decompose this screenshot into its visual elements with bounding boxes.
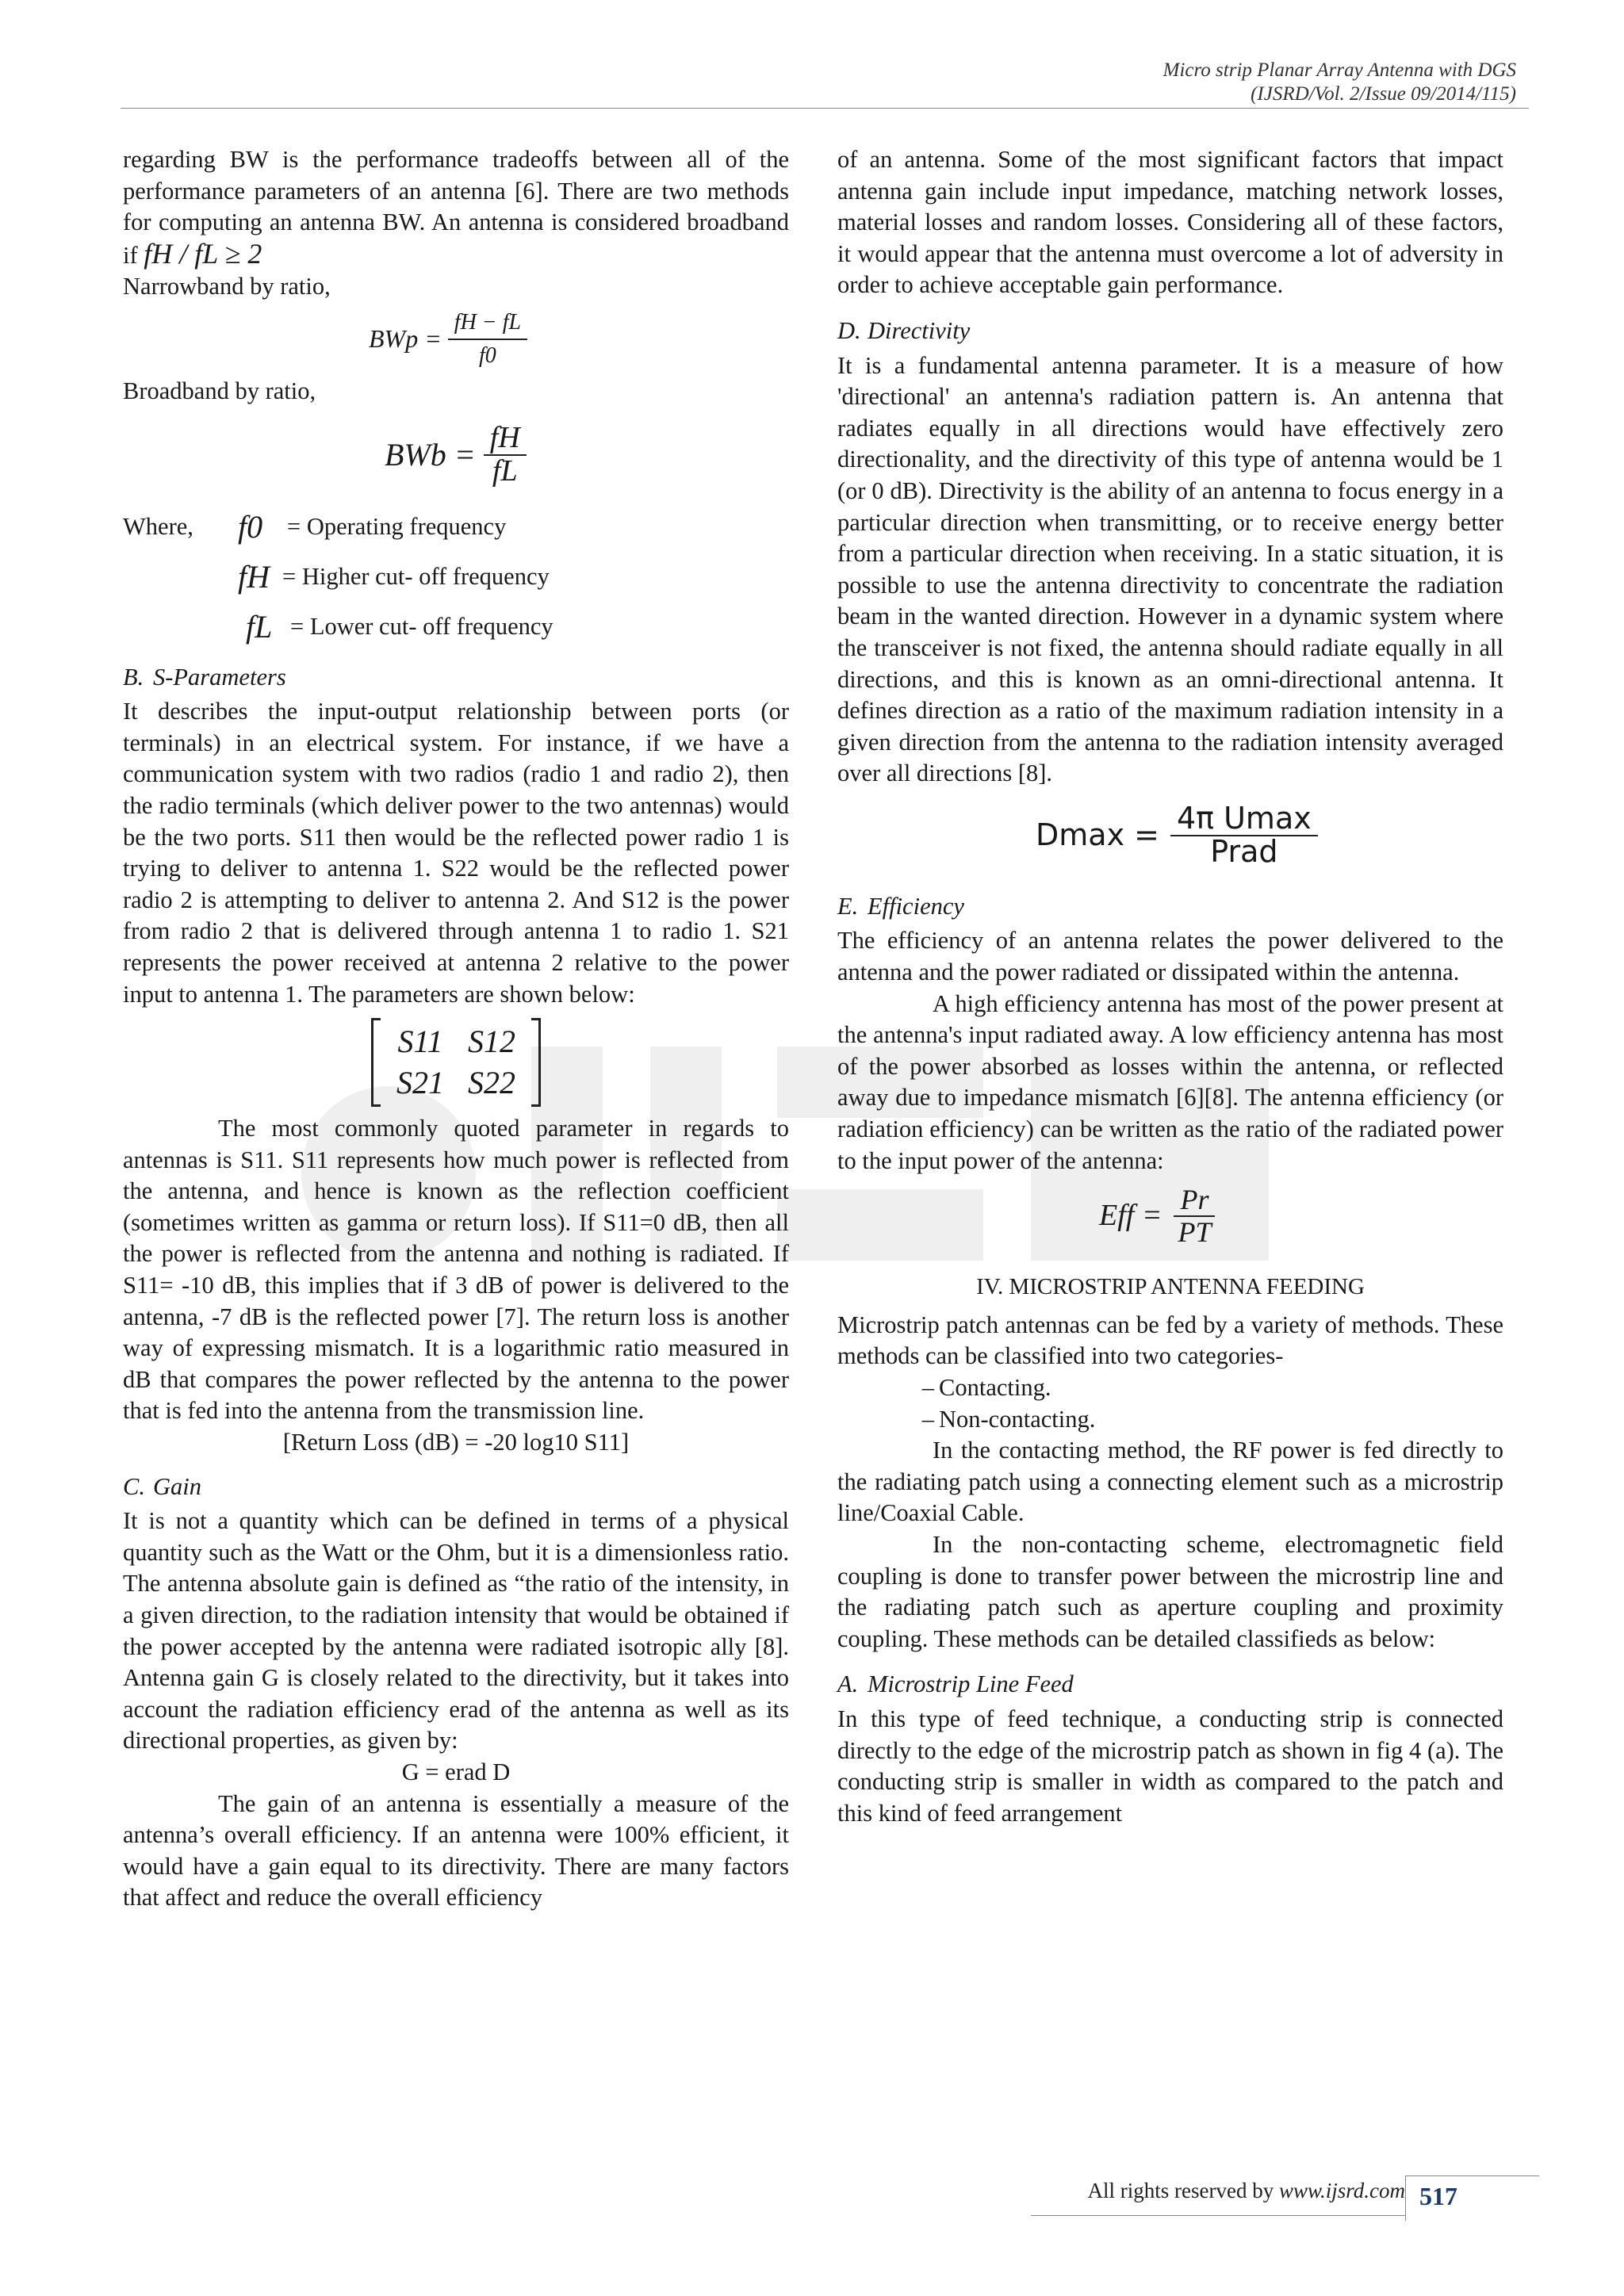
dash-icon: – [921,1374,934,1401]
section-title: Gain [153,1472,201,1500]
section-number: D. [837,316,861,344]
page-number: 517 [1419,2182,1457,2210]
paragraph-non-contacting: In the non-contacting scheme, electromagnetic field coupling is done to transfer power between the microstrip line and the radiating patch such as aperture coupling and proximity coupling. These methods can be detailed classifieds as below: [837,1530,1503,1652]
bw-intro-text: regarding BW is the performance tradeoffs between all of the performance parameters of an antenna [6]. There are two methods for computing an antenna BW. An antenna is considered broadband if [123,146,789,269]
footer-link[interactable]: www.ijsrd.com [1278,2179,1405,2202]
paragraph-gain-definition: It is not a quantity which can be defined in terms of a physical quantity such as the Watt or the Ohm, but it is a dimensionless ratio. The antenna absolute gain is defined as “the ratio of the intensity, in a given direction, to the radiation intensity that would be obtained if the power accepted by the antenna were radiated isotropic ally [8]. Antenna gain G is closely related to the directivity, but it takes into account the radiation efficiency erad of the antenna as well as its directional properties, as given by: [123,1507,789,1755]
equation-efficiency [1099,1177,1503,1256]
section-number: C. [123,1472,145,1500]
equation-bwp [369,303,789,376]
paragraph-feeding-intro: Microstrip patch antennas can be fed by a variety of methods. These methods can be classified into two categories- [837,1311,1503,1370]
paragraph-gain-efficiency: The gain of an antenna is essentially a measure of the antenna’s overall efficiency. If an antenna were 100% efficient, it would have a gain equal to its directivity. There are many factors that affect and reduce the overall efficiency [123,1789,789,1911]
matrix-s22: S22 [468,1065,515,1101]
matrix-s12: S12 [468,1024,515,1060]
dmax-lhs: Dmax = [1036,817,1159,853]
right-column [837,144,1503,1829]
section-number: E. [837,892,859,920]
paragraph-directivity: It is a fundamental antenna parameter. It is a measure of how 'directional' an antenna's radiation pattern is. An antenna that radiates equally in all directions would have effectively zero directionality, and the directivity of this type of antenna would be 1 (or 0 dB). Directivity is the ability of an antenna to focus energy in a particular direction when transmitting, or to receive energy better from a particular direction when receiving. In a static situation, it is possible to use the antenna directivity to concentrate the radiation beam in the wanted direction. However in a dynamic system where the transceiver is not fixed, the antenna should radiate equally in all directions, and this is known as an omni-directional antenna. It defines direction as a ratio of the maximum radiation intensity in a given direction from the antenna to the radiation intensity averaged over all directions [8]. [837,351,1503,787]
footer-rights [1088,2179,1405,2203]
eff-lhs: Eff = [1099,1199,1162,1233]
rights-text: All rights reserved by [1087,2179,1274,2202]
section-heading-directivity [837,316,1503,347]
bwp-fraction [448,307,527,371]
bwb-denominator: fL [492,453,518,488]
where-row-fl [123,603,789,652]
bwb-lhs: BWb = [385,436,476,473]
matrix-s21: S21 [396,1065,444,1101]
eff-numerator: Pr [1174,1184,1215,1218]
section-heading-s-parameters [123,662,789,694]
where-row-fh [123,553,789,603]
section-number: B. [123,663,144,691]
where-block [123,503,789,652]
paragraph-s-parameters: It describes the input-output relationship between ports (or terminals) in an electrical system. For instance, if we have a communication system with two radios (radio 1 and radio 2), then the radio terminals (which deliver power to the two antennas) would be the two ports. S11 then would be the reflected power radio 1 is trying to deliver to antenna 1. S22 would be the reflected power radio 2 is attempting to deliver to antenna 2. And S12 is the power from radio 2 that is delivered through antenna 1 to radio 1. S21 represents the power received at antenna 2 relative to the power input to antenna 1. The parameters are shown below: [123,698,789,1008]
symbol-f0: f0 [238,509,263,545]
section-title: Microstrip Line Feed [868,1670,1074,1698]
dmax-fraction [1170,803,1318,867]
bwb-numerator: fH [484,423,527,456]
matrix-bracket [371,1018,541,1107]
list-item-label: Contacting. [939,1374,1051,1401]
section-title: S-Parameters [153,663,286,691]
definition-fh: = Higher cut- off frequency [282,563,550,591]
bwp-lhs: BWp = [369,324,442,354]
section-heading-feeding: IV. MICROSTRIP ANTENNA FEEDING [976,1274,1365,1300]
dmax-denominator: Prad [1210,833,1278,869]
paragraph-return-loss: The most commonly quoted parameter in regards to antennas is S11. S11 represents how much power is reflected from the antenna, and hence is known as the reflection coefficient (sometimes written as gamma or return loss). If S11=0 dB, then all the power is reflected from the antenna and nothing is radiated. If S11= -10 dB, this implies that if 3 dB of power is delivered to the antenna, -7 dB is the reflected power [7]. The return loss is another way of expressing mismatch. It is a logarithmic ratio measured in dB that compares the power reflected by the antenna to the power that is fed into the antenna from the transmission line. [123,1115,789,1425]
section-title: Directivity [868,316,971,344]
definition-f0: = Operating frequency [287,513,507,541]
equation-gain: G = erad D [401,1758,511,1785]
paragraph-microstrip-line-feed: In this type of feed technique, a conducting strip is connected directly to the edge of the microstrip patch as shown in fig 4 (a). The conducting strip is smaller in width as compared to the patch and this kind of feed arrangement [837,1705,1503,1827]
equation-return-loss: [Return Loss (dB) = -20 log10 S11] [282,1429,630,1456]
dash-icon: – [921,1405,934,1433]
footer-rule [1031,2215,1405,2216]
symbol-fl: fL [246,609,273,645]
left-column [123,144,789,1914]
section-heading-gain [123,1471,789,1503]
header-rule [121,108,1529,109]
symbol-fh: fH [238,559,270,595]
where-row-f0 [123,503,789,553]
section-title: Efficiency [868,892,964,920]
bwp-denominator: f0 [479,342,496,368]
narrowband-label: Narrowband by ratio, [123,273,331,300]
equation-dmax [1036,790,1503,882]
broadband-condition: fH / fL ≥ 2 [144,237,262,270]
where-label: Where, [123,513,193,541]
paragraph-gain-factors: of an antenna. Some of the most significant factors that impact antenna gain include input impedance, matching network losses, material losses and random losses. Considering all of these factors, it would appear that the antenna must overcome a lot of adversity in order to achieve acceptable gain performance. [837,146,1503,299]
broadband-label: Broadband by ratio, [123,377,316,404]
header-issue: (IJSRD/Vol. 2/Issue 09/2014/115) [1251,83,1516,105]
list-item [837,1404,1503,1436]
dmax-numerator: 4π Umax [1170,803,1318,836]
paragraph-efficiency-detail: A high efficiency antenna has most of the power present at the antenna's input radiated away. A low efficiency antenna has most of the power absorbed as losses within the antenna, or reflected away due to impedance mismatch [6][8]. The antenna efficiency (or radiation efficiency) can be written as the ratio of the radiated power to the input power of the antenna: [837,989,1503,1174]
bwb-fraction [484,420,527,488]
paragraph-efficiency: The efficiency of an antenna relates the power delivered to the antenna and the power radiated or dissipated within the antenna. [837,927,1503,986]
list-item [837,1372,1503,1404]
bwp-numerator: fH − fL [448,307,527,340]
definition-fl: = Lower cut- off frequency [290,613,553,641]
matrix-s11: S11 [397,1024,443,1060]
section-heading-microstrip-line-feed [837,1669,1503,1701]
running-header [1163,59,1516,106]
paragraph-contacting: In the contacting method, the RF power is fed directly to the radiating patch using a connecting element such as a microstrip line/Coaxial Cable. [837,1437,1503,1527]
list-item-label: Non-contacting. [939,1405,1096,1433]
equation-bwb [385,408,789,503]
paragraph-bw-intro [123,144,789,271]
section-number: A. [837,1670,859,1698]
header-title: Micro strip Planar Array Antenna with DGS [1162,59,1516,81]
eff-fraction [1171,1184,1217,1249]
section-heading-efficiency [837,891,1503,923]
s-parameter-matrix [123,1018,789,1107]
eff-denominator: PT [1178,1216,1212,1249]
